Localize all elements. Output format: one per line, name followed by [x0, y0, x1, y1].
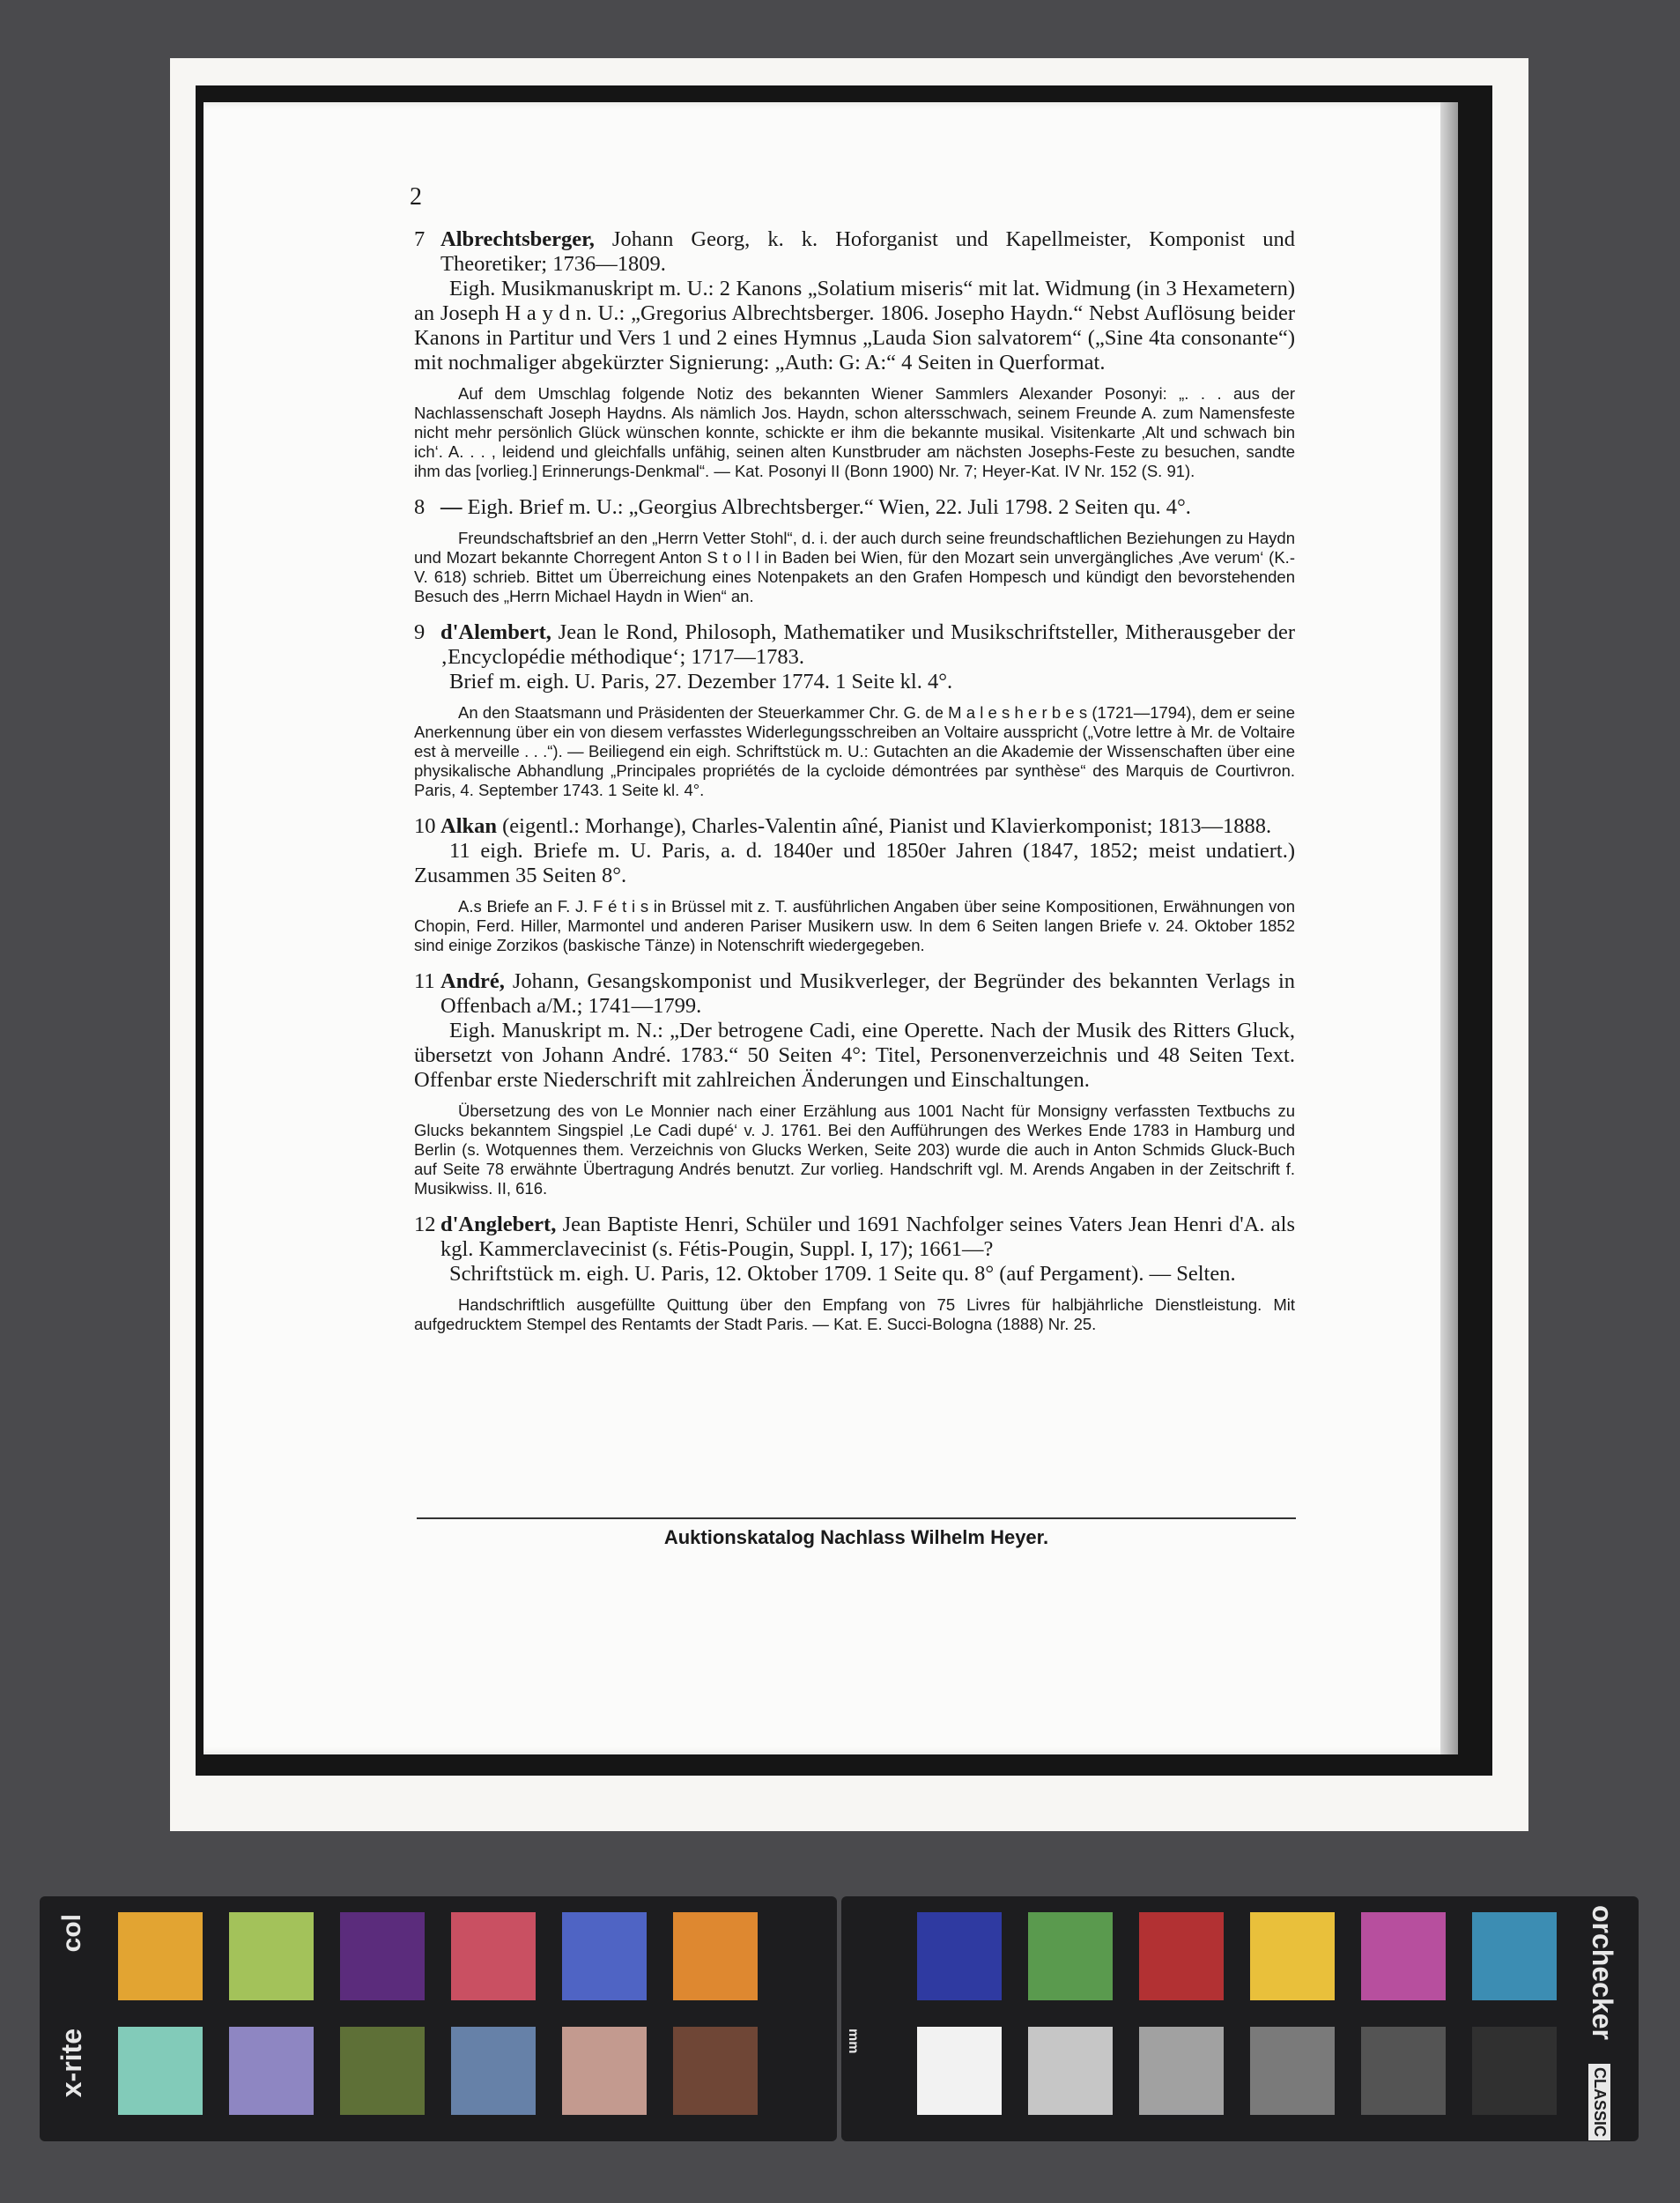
footer-rule: [417, 1517, 1296, 1519]
entry-name: André,: [440, 969, 505, 993]
entry-name: Alkan: [440, 814, 498, 838]
checker-label-left: col: [57, 1914, 86, 1953]
entry-description: Eigh. Musikmanuskript m. U.: 2 Kanons „Solatium miseris“ mit lat. Widmung (in 3 Hexametern) an Joseph H a y d n. U.: „Gregorius Albrechtsberger. 1806. Josepho Haydn.“ Nebst Auflösung beider Kanons in Partitur und Vers 1 und 2 eines Hymnus „Lauda Sion salvatorem“ („Sine 4ta consonante“) mit nochmaliger abgekürzter Signierung: „Auth: G: A:“ 4 Seiten in Querformat.: [414, 277, 1295, 375]
color-swatch: [229, 2027, 314, 2115]
color-swatch: [917, 1912, 1002, 2000]
entry-description: Schriftstück m. eigh. U. Paris, 12. Oktober 1709. 1 Seite qu. 8° (auf Pergament). — Selten.: [449, 1262, 1236, 1286]
catalog-footer: Auktionskatalog Nachlass Wilhelm Heyer.: [663, 1526, 1049, 1548]
page-gutter: [1440, 102, 1458, 1754]
page-number: 2: [410, 183, 422, 211]
mm-scale-label: mm: [846, 2029, 861, 2054]
color-swatch: [340, 2027, 425, 2115]
color-swatch: [1028, 1912, 1113, 2000]
entry-number: 12: [414, 1213, 436, 1236]
entry-heading-text: Johann Georg, k. k. Hoforganist und Kapellmeister, Komponist und Theoretiker; 1736—1809.: [440, 227, 1295, 276]
entry-heading-text: Johann, Gesangskomponist und Musikverleger, der Begründer des bekannten Verlags in Offenbach a/M.; 1741—1799.: [440, 969, 1295, 1018]
color-swatch: [1361, 2027, 1446, 2115]
entry-number: 10: [414, 814, 436, 838]
color-swatch: [562, 1912, 647, 2000]
color-swatch: [1139, 1912, 1224, 2000]
entry-name: —: [440, 495, 463, 519]
entry-heading-text: Jean Baptiste Henri, Schüler und 1691 Nachfolger seines Vaters Jean Henri d'A. als kgl. Kammerclavecinist (s. Fétis-Pougin, Suppl. I, 17); 1661—?: [440, 1213, 1295, 1261]
color-swatch: [1028, 2027, 1113, 2115]
catalog-entry: [414, 495, 1295, 606]
entry-heading-text: Jean le Rond, Philosoph, Mathematiker und Musikschriftsteller, Mitherausgeber der ‚Encyclopédie méthodique‘; 1717—1783.: [440, 620, 1295, 669]
color-swatch: [673, 2027, 758, 2115]
entry-heading: [414, 620, 1295, 670]
color-swatch: [562, 2027, 647, 2115]
color-swatch: [1472, 2027, 1557, 2115]
xrite-logo: x-rite: [56, 2029, 87, 2098]
catalog-entry: [414, 227, 1295, 481]
color-swatch: [118, 2027, 203, 2115]
entry-heading: [414, 227, 1295, 277]
entry-note: Freundschaftsbrief an den „Herrn Vetter Stohl“, d. i. der auch durch seine freundschaftlichen Beziehungen zu Haydn und Mozart bekannte Chorregent Anton S t o l l in Baden bei Wien, für den Mozart sein unvergängliches ‚Ave verum‘ (K.-V. 618) schrieb. Bittet um Überreichung eines Notenpakets an den Grafen Hompesch und kündigt den bevorstehenden Besuch des „Herrn Michael Haydn in Wien“ an.: [414, 529, 1295, 605]
entry-note: A.s Briefe an F. J. F é t i s in Brüssel mit z. T. ausführlichen Angaben über seine Kompositionen, Erwähnungen von Chopin, Ferd. Hiller, Marmontel und anderen Pariser Musikern usw. In dem 6 Seiten langen Briefe v. 24. Oktober 1852 sind einige Zorzikos (baskische Tänze) in Notenschrift wiedergegeben.: [414, 897, 1295, 954]
color-swatch: [1361, 1912, 1446, 2000]
entry-number: 8: [414, 495, 426, 519]
entry-name: d'Alembert,: [440, 620, 551, 644]
color-swatch: [451, 2027, 536, 2115]
catalog-entry: [414, 620, 1295, 800]
entry-note: An den Staatsmann und Präsidenten der Steuerkammer Chr. G. de M a l e s h e r b e s (1721—1794), dem er seine Anerkennung über ein von diesem verfasstes Widerlegungsschreiben an Voltaire ausspricht („Votre lettre à Mr. de Voltaire est à merveille . . .“). — Beiliegend ein eigh. Schriftstück m. U.: Gutachten an die Akademie der Wissenschaften über eine physikalische Abhandlung „Principales propriétés de la cycloide démontrées par synthèse“ des Marquis de Courtivron. Paris, 4. September 1743. 1 Seite kl. 4°.: [414, 703, 1295, 799]
entry-description: Eigh. Manuskript m. N.: „Der betrogene Cadi, eine Operette. Nach der Musik des Ritters Gluck, übersetzt von Johann André. 1783.“ 50 Seiten 4°: Titel, Personenverzeichnis und 48 Seiten Text. Offenbar erste Niederschrift mit zahlreichen Änderungen und Einschaltungen.: [414, 1019, 1295, 1092]
catalog-entries: [414, 227, 1295, 1348]
entry-heading-text: (eigentl.: Morhange), Charles-Valentin aîné, Pianist und Klavierkomponist; 1813—1888.: [497, 814, 1272, 838]
entry-heading: [414, 1213, 1295, 1262]
entry-note: Auf dem Umschlag folgende Notiz des bekannten Wiener Sammlers Alexander Posonyi: „. . . aus der Nachlassenschaft Joseph Haydns. Als nämlich Jos. Haydn, schon altersschwach, seinem Freunde A. zum Namensfeste nicht mehr persönlich Glück wünschen konnte, schickte er ihm die bekannte musikal. Visitenkarte ‚Alt und schwach bin ich‘. A. . . , leidend und gleichfalls unfähig, seinen alten Kunstbruder am nächsten Josephs-Feste zu besuchen, sandte ihm das [vorlieg.] Erinnerungs-Denkmal“. — Kat. Posonyi II (Bonn 1900) Nr. 7; Heyer-Kat. IV Nr. 152 (S. 91).: [414, 384, 1295, 480]
entry-number: 11: [414, 969, 435, 993]
color-swatch: [118, 1912, 203, 2000]
color-swatch: [1250, 2027, 1335, 2115]
entry-heading: [414, 495, 1295, 520]
entry-heading: [414, 969, 1295, 1019]
catalog-entry: [414, 969, 1295, 1198]
entry-description: 11 eigh. Briefe m. U. Paris, a. d. 1840er und 1850er Jahren (1847, 1852; meist undatiert.) Zusammen 35 Seiten 8°.: [414, 839, 1295, 887]
entry-note: Handschriftlich ausgefüllte Quittung über den Empfang von 75 Livres für halbjährliche Dienstleistung. Mit aufgedrucktem Stempel des Rentamts der Stadt Paris. — Kat. E. Succi-Bologna (1888) Nr. 25.: [414, 1295, 1295, 1333]
color-swatch: [1472, 1912, 1557, 2000]
classic-label: CLASSIC: [1588, 2064, 1610, 2140]
entry-heading: [414, 814, 1295, 839]
color-swatch: [1250, 1912, 1335, 2000]
entry-description: Brief m. eigh. U. Paris, 27. Dezember 1774. 1 Seite kl. 4°.: [449, 670, 953, 694]
color-swatch: [917, 2027, 1002, 2115]
catalog-entry: [414, 1213, 1295, 1334]
entry-number: 9: [414, 620, 426, 644]
color-swatch: [673, 1912, 758, 2000]
color-swatch: [229, 1912, 314, 2000]
color-swatch: [340, 1912, 425, 2000]
entry-number: 7: [414, 227, 426, 251]
checker-label-right: orchecker: [1587, 1905, 1618, 2040]
color-swatch: [451, 1912, 536, 2000]
color-swatch: [1139, 2027, 1224, 2115]
entry-heading-text: Eigh. Brief m. U.: „Georgius Albrechtsberger.“ Wien, 22. Juli 1798. 2 Seiten qu. 4°.: [462, 495, 1191, 519]
entry-name: d'Anglebert,: [440, 1213, 557, 1236]
catalog-entry: [414, 814, 1295, 955]
entry-note: Übersetzung des von Le Monnier nach einer Erzählung aus 1001 Nacht für Monsigny verfassten Textbuchs zu Glucks bekanntem Singspiel ‚Le Cadi dupé‘ v. J. 1761. Bei den Aufführungen des Werkes Ende 1783 in Hamburg und Berlin (s. Wotquennes them. Verzeichnis von Glucks Werken, Seite 203) wurde die auch in Anton Schmids Gluck-Buch auf Seite 78 erwähnte Übertragung Andrés benutzt. Zur vorlieg. Handschrift vgl. M. Arends Angaben in der Zeitschrift f. Musikwiss. II, 616.: [414, 1102, 1295, 1198]
entry-name: Albrechtsberger,: [440, 227, 595, 251]
